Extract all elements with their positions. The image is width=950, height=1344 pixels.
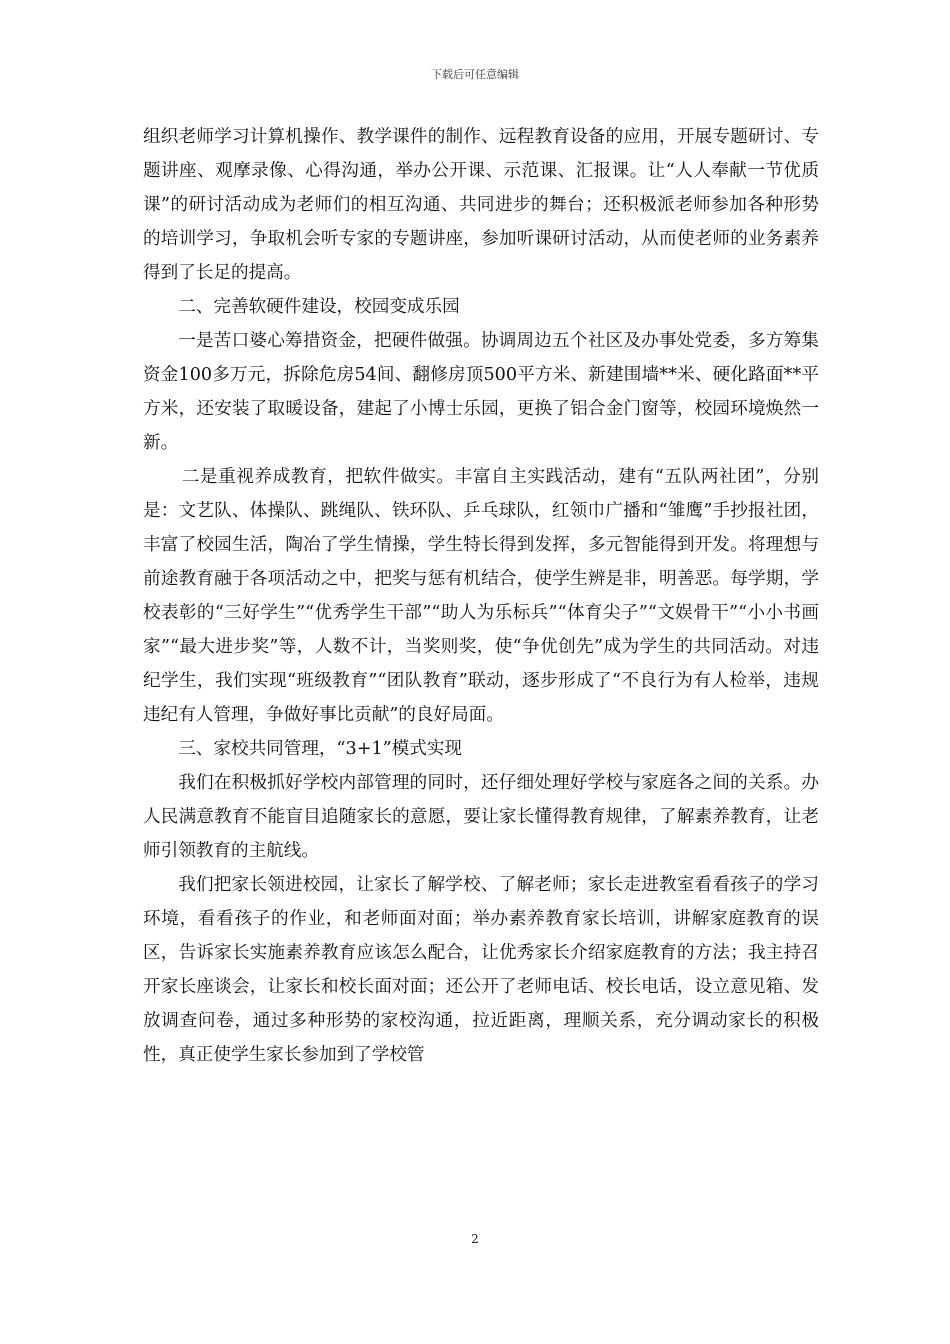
paragraph-teacher-training: 组织老师学习计算机操作、教学课件的制作、远程教育设备的应用，开展专题研讨、专题讲座、观摩录像、心得沟通，举办公开课、示范课、汇报课。让“人人奉献一节优质课”的研讨活动成为老师们的相互沟通、共同进步的舞台；还积极派老师参加各种形势的培训学习，争取机会听专家的专题讲座，参加听课研讨活动，从而使老师的业务素养得到了长足的提高。 — [143, 127, 819, 283]
paragraph-home-school: 我们在积极抓好学校内部管理的同时，还仔细处理好学校与家庭各之间的关系。办人民满意教育不能盲目追随家长的意愿，要让家长懂得教育规律，了解素养教育，让老师引领教育的主航线。 — [143, 773, 819, 861]
paragraph-hardware: 一是苦口婆心筹措资金，把硬件做强。协调周边五个社区及办事处党委，多方筹集资金100多万元，拆除危房54间、翻修房顶500平方米、新建围墙**米、硬化路面**平方米，还安装了取暖设备，建起了小博士乐园，更换了铝合金门窗等，校园环境焕然一新。 — [143, 331, 819, 453]
section-heading-2: 二、完善软硬件建设，校园变成乐园 — [178, 297, 460, 317]
paragraph-parents: 我们把家长领进校园，让家长了解学校、了解老师；家长走进教室看看孩子的学习环境，看看孩子的作业，和老师面对面；举办素养教育家长培训，讲解家庭教育的误区，告诉家长实施素养教育应该怎么配合，让优秀家长介绍家庭教育的方法；我主持召开家长座谈会，让家长和校长面对面；还公开了老师电话、校长电话，设立意见箱、发放调查问卷，通过多种形势的家校沟通，拉近距离，理顺关系，充分调动家长的积极性，真正使学生家长参加到了学校管 — [143, 875, 819, 1065]
document-body — [143, 120, 819, 1072]
section-heading-3: 三、家校共同管理，“3+1”模式实现 — [178, 739, 463, 759]
page-number: 2 — [471, 1232, 479, 1246]
page-header: 下载后可任意编辑 — [431, 68, 519, 81]
paragraph-software: 二是重视养成教育，把软件做实。丰富自主实践活动，建有“五队两社团”，分别是：文艺队、体操队、跳绳队、铁环队、乒乓球队，红领巾广播和“雏鹰”手抄报社团，丰富了校园生活，陶冶了学生情操，学生特长得到发挥，多元智能得到开发。将理想与前途教育融于各项活动之中，把奖与惩有机结合，使学生辨是非，明善恶。每学期，学校表彰的“三好学生”“优秀学生干部”“助人为乐标兵”“体育尖子”“文娱骨干”“小小书画家”“最大进步奖”等，人数不计，当奖则奖，使“争优创先”成为学生的共同活动。对违纪学生，我们实现“班级教育”“团队教育”联动，逐步形成了“不良行为有人检举，违规违纪有人管理，争做好事比贡献”的良好局面。 — [143, 467, 819, 725]
